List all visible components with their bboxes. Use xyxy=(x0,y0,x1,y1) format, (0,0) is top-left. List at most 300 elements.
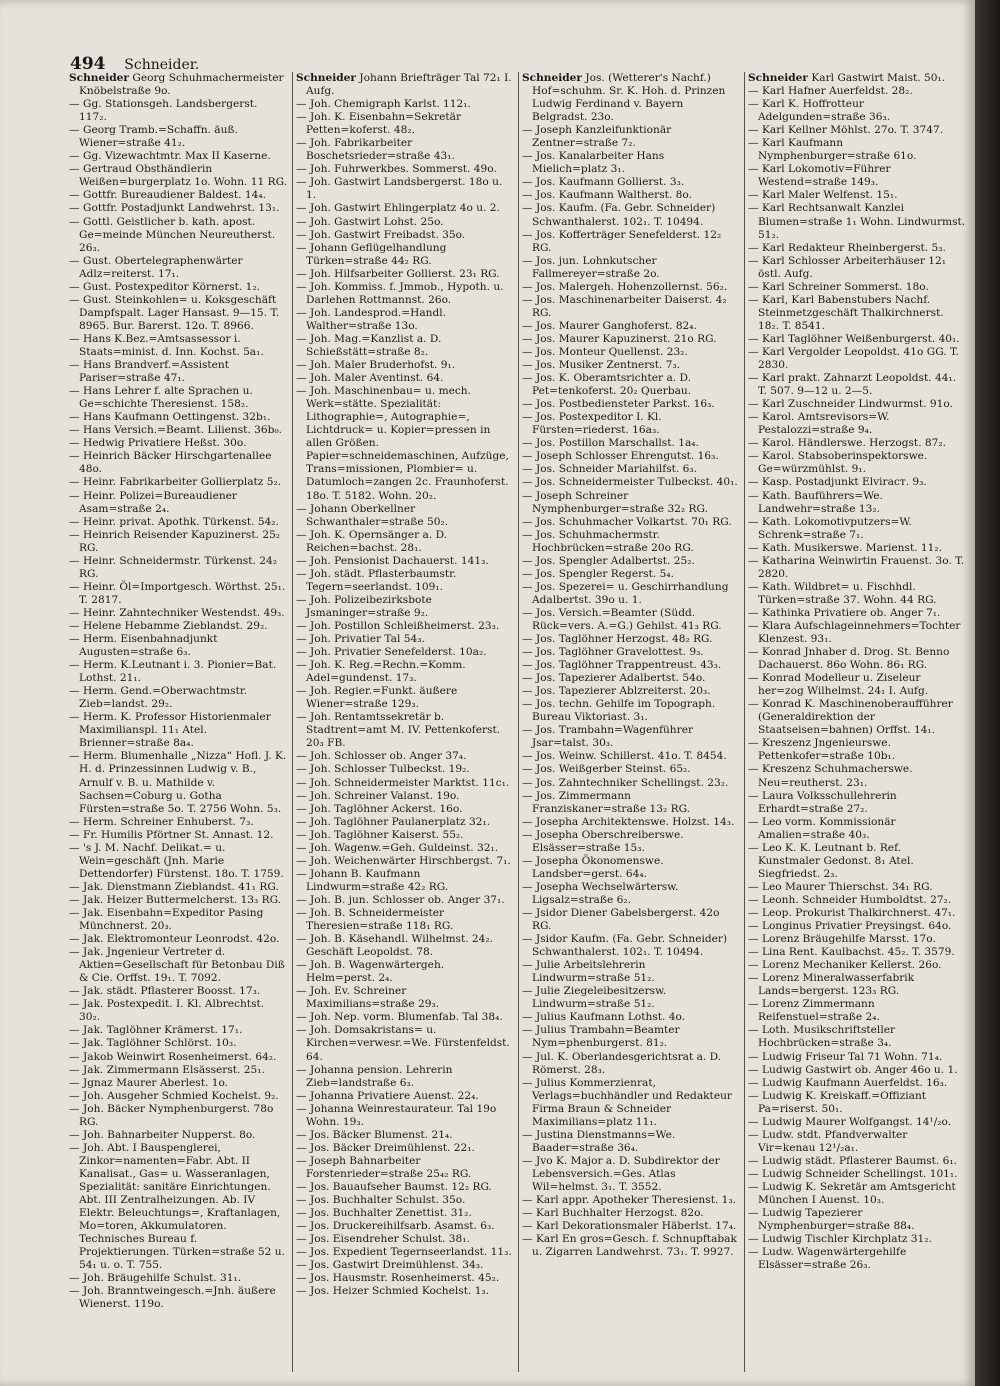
dash-marker: — xyxy=(69,815,80,828)
entry-text: Karl K. Hoffrotteur Adelgunden=straße 36₃. xyxy=(758,98,891,124)
dash-marker: — xyxy=(522,959,533,972)
entry-text: Jos. Hausmstr. Rosenheimerst. 45₂. xyxy=(310,1272,500,1285)
directory-entry xyxy=(69,98,288,124)
directory-entry xyxy=(522,359,740,372)
directory-entry xyxy=(69,1077,288,1090)
entry-text: Hans Lehrer f. alte Sprachen u. Ge=schichte Theresienst. 158₂. xyxy=(79,385,253,411)
directory-entry xyxy=(748,1116,966,1129)
entry-text: Ludwig K. Kreiskaff.=Offiziant Pa=riserst. 50₁. xyxy=(758,1089,927,1115)
entry-text: Heinrich Bäcker Hirschgartenallee 48o. xyxy=(79,450,272,476)
directory-entry xyxy=(748,698,966,737)
directory-column-3 xyxy=(518,72,744,1372)
entry-text: Jos. techn. Gehilfe im Topograph. Bureau Viktoriast. 3₁. xyxy=(532,698,716,724)
directory-entry xyxy=(296,229,514,242)
dash-marker: — xyxy=(522,985,533,998)
directory-entry xyxy=(69,946,288,985)
entry-text: Jos. Zahntechniker Schellingst. 23₂. xyxy=(536,776,729,789)
dash-marker: — xyxy=(296,815,307,828)
dash-marker: — xyxy=(522,280,533,293)
directory-entry xyxy=(522,320,740,333)
entry-text: Joh. Bäcker Nymphenburgerst. 78o RG. xyxy=(79,1102,274,1128)
dash-marker: — xyxy=(69,1141,80,1154)
entry-text: Jak. Zimmermann Elsässerst. 25₁. xyxy=(83,1063,265,1076)
dash-marker: — xyxy=(748,293,759,306)
directory-entry xyxy=(296,907,514,933)
directory-entry xyxy=(748,763,966,789)
dash-marker: — xyxy=(69,293,80,306)
dash-marker: — xyxy=(522,176,533,189)
directory-entry xyxy=(296,855,514,868)
directory-entry xyxy=(69,607,288,620)
directory-entry xyxy=(522,255,740,281)
directory-entry xyxy=(296,790,514,803)
dash-marker: — xyxy=(522,776,533,789)
directory-entry xyxy=(69,516,288,529)
directory-entry xyxy=(748,1090,966,1116)
entry-text: Jos. Tapezierer Adalbertst. 54o. xyxy=(536,672,706,685)
directory-entry xyxy=(748,581,966,607)
directory-entry xyxy=(748,255,966,281)
dash-marker: — xyxy=(69,1076,80,1089)
dash-marker: — xyxy=(69,424,80,437)
dash-marker: — xyxy=(748,815,759,828)
directory-entry xyxy=(69,842,288,881)
directory-entry xyxy=(69,620,288,633)
dash-marker: — xyxy=(748,972,759,985)
dash-marker: — xyxy=(296,1259,307,1272)
directory-entry xyxy=(69,150,288,163)
entry-text: Jos. Taglöhner Trappentreust. 43₃. xyxy=(536,659,722,672)
dash-marker: — xyxy=(748,1167,759,1180)
entry-text: Lorenz Mineralwasserfabrik Lands=bergerst. 123₃ RG. xyxy=(758,972,915,998)
dash-marker: — xyxy=(296,554,307,567)
dash-marker: — xyxy=(748,698,759,711)
dash-marker: — xyxy=(69,385,80,398)
entry-text: Heinr. Polizei=Bureaudiener Asam=straße 2₄. xyxy=(79,489,237,515)
directory-entry xyxy=(296,242,514,268)
dash-marker: — xyxy=(748,893,759,906)
entry-text: Jos. Maurer Kapuzinerst. 21o RG. xyxy=(536,332,717,345)
entry-text: Josepha Architektenswe. Holzst. 14₃. xyxy=(536,815,735,828)
entry-text: Gertraud Obsthändlerin Weißen=burgerplatz 1o. Wohn. 11 RG. xyxy=(79,163,288,189)
dash-marker: — xyxy=(522,254,533,267)
dash-marker: — xyxy=(296,1180,307,1193)
directory-entry xyxy=(69,933,288,946)
dash-marker: — xyxy=(522,293,533,306)
dash-marker: — xyxy=(69,489,80,502)
dash-marker: — xyxy=(69,841,80,854)
dash-marker: — xyxy=(522,907,533,919)
dash-marker: — xyxy=(296,893,307,906)
directory-entry xyxy=(69,1064,288,1077)
dash-marker: — xyxy=(522,489,533,502)
directory-entry xyxy=(296,685,514,711)
directory-entry xyxy=(748,281,966,294)
entry-text: Jak. Dienstmann Zieblandst. 41₁ RG. xyxy=(83,880,279,893)
directory-entry xyxy=(296,111,514,137)
dash-marker: — xyxy=(522,124,533,137)
dash-marker: — xyxy=(69,437,80,450)
entry-text: Ludwig Schneider Schellingst. 101₁. xyxy=(762,1167,958,1180)
entry-text: Kreszenz Schuhmacherswe. Neu=reutherst. 23₁. xyxy=(758,763,913,789)
directory-entry xyxy=(296,985,514,1011)
dash-marker: — xyxy=(748,515,759,528)
entry-text: Gust. Postexpeditor Körnerst. 1₂. xyxy=(83,280,261,293)
entry-text: Kath. Bauführers=We. Landwehr=straße 13₂. xyxy=(758,489,883,515)
directory-entry xyxy=(522,189,740,202)
directory-column-2 xyxy=(292,72,518,1372)
dash-marker: — xyxy=(296,111,307,124)
directory-entry xyxy=(296,711,514,750)
dash-marker: — xyxy=(296,1141,307,1154)
dash-marker: — xyxy=(522,1233,533,1246)
entry-text: Jos. Trambahn=Wagenführer Jsar=talst. 30₃. xyxy=(532,724,694,750)
dash-marker: — xyxy=(69,98,80,111)
entry-text: Joh. Maler Aventinst. 64. xyxy=(310,372,444,385)
entry-text: Jak. Taglöhner Schlörst. 10₃. xyxy=(83,1037,237,1050)
directory-entry xyxy=(296,750,514,763)
entry-text: Joh. Polizeibezirksbote Jsmaninger=straße 9₂. xyxy=(306,593,432,619)
directory-entry xyxy=(522,529,740,555)
dash-marker: — xyxy=(748,959,759,972)
directory-entry xyxy=(522,672,740,685)
dash-marker: — xyxy=(296,659,307,672)
dash-marker: — xyxy=(522,685,533,698)
directory-entry xyxy=(296,372,514,385)
directory-entry xyxy=(522,568,740,581)
entry-text: Joh. Kommiss. f. Jmmob., Hypoth. u. Darlehen Rottmannst. 26o. xyxy=(306,280,504,306)
dash-marker: — xyxy=(522,1076,533,1089)
entry-text: Johann B. Kaufmann Lindwurm=straße 42₂ RG. xyxy=(306,867,449,893)
dash-marker: — xyxy=(69,202,80,215)
entry-text: Laura Volksschullehrerin Erhardt=straße 27₂. xyxy=(758,789,897,815)
entry-text: Joh. Gastwirt Ehlingerplatz 4o u. 2. xyxy=(310,202,500,215)
dash-marker: — xyxy=(69,359,80,372)
directory-entry xyxy=(522,398,740,411)
directory-entry xyxy=(522,281,740,294)
entry-text: Joh. Ausgeher Schmied Kochelst. 9₂. xyxy=(83,1089,279,1102)
dash-marker: — xyxy=(748,1076,759,1089)
dash-marker: — xyxy=(69,280,80,293)
dash-marker: — xyxy=(69,515,80,528)
entry-text: Klara Aufschlageinnehmers=Tochter Klenzest. 93₁. xyxy=(758,619,961,646)
directory-entry xyxy=(748,1077,966,1090)
dash-marker: — xyxy=(522,933,533,946)
entry-text: Jos. Malergeh. Hohenzollernst. 56₂. xyxy=(536,280,728,293)
directory-entry xyxy=(296,1011,514,1024)
entry-text: Leo Maurer Thierschst. 34₁ RG. xyxy=(762,880,933,893)
dash-marker: — xyxy=(69,1285,80,1298)
dash-marker: — xyxy=(69,1063,80,1076)
entry-text: Joh. Maler Bruderhofst. 9₁. xyxy=(310,359,456,372)
dash-marker: — xyxy=(296,1233,307,1246)
directory-entry xyxy=(748,933,966,946)
entry-text: Joh. Gastwirt Lohst. 25o. xyxy=(310,215,444,228)
dash-marker: — xyxy=(296,202,307,215)
entry-text: Jos. Schuhmachermstr. Hochbrücken=straße 20o RG. xyxy=(532,528,694,554)
dash-marker: — xyxy=(296,763,307,776)
entry-text: Karol. Stabsoberinspektorswe. Ge=würzmühlst. 9₁. xyxy=(758,450,928,476)
directory-entry xyxy=(296,659,514,685)
dash-marker: — xyxy=(296,959,307,972)
column-lead-entry xyxy=(296,72,514,98)
entry-text: Gust. Steinkohlen= u. Koksgeschäft Dampfspalt. Lager Hansast. 9—15. T. 8965. Bur. Barerst. 12o. T. 8966. xyxy=(79,293,280,332)
directory-entry xyxy=(296,620,514,633)
entry-text: Jak. Taglöhner Krämerst. 17₁. xyxy=(83,1024,243,1037)
directory-entry xyxy=(69,1037,288,1050)
entry-text: Ludwig Kaufmann Auerfeldst. 16₃. xyxy=(762,1076,948,1089)
entry-text: Leop. Prokurist Thalkirchnerst. 47₁. xyxy=(762,907,956,919)
dash-marker: — xyxy=(748,476,759,489)
directory-entry xyxy=(69,1272,288,1285)
directory-entry xyxy=(296,137,514,163)
entry-text: Josepha Wechselwärtersw. Ligsalz=straße 6₂. xyxy=(532,880,679,906)
dash-marker: — xyxy=(748,920,759,933)
directory-entry xyxy=(748,163,966,189)
dash-marker: — xyxy=(296,841,307,854)
entry-text: Jos. K. Oberamtsrichter a. D. Pet=tenkoferst. 20₂ Querbau. xyxy=(532,372,692,398)
directory-entry xyxy=(522,777,740,790)
dash-marker: — xyxy=(296,385,307,398)
entry-text: Jos. Postbediensteter Parkst. 16₃. xyxy=(536,398,715,411)
dash-marker: — xyxy=(296,1220,307,1233)
directory-entry xyxy=(296,1207,514,1220)
dash-marker: — xyxy=(296,1272,307,1285)
directory-entry xyxy=(69,685,288,711)
directory-entry xyxy=(522,463,740,476)
dash-marker: — xyxy=(748,1246,759,1259)
entry-text: Gg. Stationsgeh. Landsbergerst. 117₂. xyxy=(79,98,258,124)
entry-text: Hedwig Privatiere Heßst. 30o. xyxy=(83,437,247,450)
dash-marker: — xyxy=(296,776,307,789)
entry-text: Joh. Taglöhner Ackerst. 16o. xyxy=(310,802,463,815)
entry-text: Joh. Nep. vorm. Blumenfab. Tal 38₄. xyxy=(310,1011,503,1024)
directory-entry xyxy=(296,1259,514,1272)
entry-text: Herm. Eisenbahnadjunkt Augusten=straße 6₃. xyxy=(79,633,218,659)
dash-marker: — xyxy=(748,554,759,567)
dash-marker: — xyxy=(69,150,80,163)
entry-text: Georg Tramb.=Schaffn. äuß. Wiener=straße 41₂. xyxy=(79,124,238,150)
directory-entry xyxy=(748,607,966,620)
dash-marker: — xyxy=(748,606,759,619)
entry-text: Josepha Ökonomenswe. Landsber=gerst. 64₄. xyxy=(532,854,664,880)
directory-entry xyxy=(522,437,740,450)
directory-entry xyxy=(296,503,514,529)
book-edge xyxy=(975,0,1000,1386)
entry-text: Jos. Musiker Zentnerst. 7₃. xyxy=(536,359,681,372)
dash-marker: — xyxy=(522,1011,533,1024)
entry-text: Jos. Schneider Mariahilfst. 6₃. xyxy=(536,463,698,476)
dash-marker: — xyxy=(296,137,307,150)
entry-text: Kreszenz Jngenieurswe. Pettenkofer=straße 10b₁. xyxy=(758,737,896,763)
dash-marker: — xyxy=(296,228,307,241)
directory-entry xyxy=(69,1285,288,1311)
directory-entry xyxy=(69,816,288,829)
entry-text: Jos. Gastwirt Dreimühlenst. 34₃. xyxy=(310,1259,484,1272)
entry-text: Karl Lokomotiv=Führer Westend=straße 149₃. xyxy=(758,163,891,189)
surname-heading: Schneider xyxy=(69,72,129,84)
entry-text: Ludwig Tischler Kirchplatz 31₂. xyxy=(762,1233,932,1246)
directory-entry xyxy=(748,894,966,907)
entry-text: Konrad Jnhaber d. Drog. St. Benno Dachauerst. 86o Wohn. 86₁ RG. xyxy=(758,646,950,672)
dash-marker: — xyxy=(296,372,307,385)
entry-text: Jsidor Kaufm. (Fa. Gebr. Schneider) Schwanthalerst. 102₁. T. 10494. xyxy=(532,933,728,959)
entry-text: Johanna Privatiere Auenst. 22₄. xyxy=(310,1089,479,1102)
entry-text: Jos. Postillon Marschallst. 1a₄. xyxy=(536,437,699,450)
dash-marker: — xyxy=(522,815,533,828)
directory-entry xyxy=(748,737,966,763)
directory-entry xyxy=(748,242,966,255)
entry-text: Julie Ziegeleibesitzersw. Lindwurm=straße 51₂. xyxy=(532,985,667,1011)
surname-heading: Schneider xyxy=(748,72,808,84)
entry-text: Joh. Schlosser ob. Anger 37₄. xyxy=(310,750,467,763)
page-number: 494 xyxy=(70,54,106,74)
directory-entry xyxy=(748,1024,966,1050)
entry-text: Karl En gros=Gesch. f. Schnupftabak u. Zigarren Landwehrst. 73₁. T. 9927. xyxy=(532,1233,737,1259)
directory-entry xyxy=(69,1051,288,1064)
directory-entry xyxy=(69,907,288,933)
entry-text: Jos. Eisendreher Schulst. 38₁. xyxy=(310,1233,470,1246)
directory-entry xyxy=(296,1194,514,1207)
entry-text: Josepha Oberschreiberswe. Elsässer=straße 15₃. xyxy=(532,828,684,854)
entry-text: Loth. Musikschriftsteller Hochbrücken=straße 3₄. xyxy=(758,1024,896,1050)
dash-marker: — xyxy=(296,867,307,880)
dash-marker: — xyxy=(69,332,80,345)
directory-entry xyxy=(522,881,740,907)
dash-marker: — xyxy=(69,893,80,906)
entry-text: Gg. Vizewachtmtr. Max II Kaserne. xyxy=(83,150,271,163)
entry-text: Jak. Heizer Buttermelcherst. 13₃ RG. xyxy=(83,893,282,906)
entry-text: Jos. Spezerei= u. Geschirrhandlung Adalbertst. 39o u. 1. xyxy=(532,580,729,606)
dash-marker: — xyxy=(748,763,759,776)
entry-text: Fr. Humilis Pförtner St. Annast. 12. xyxy=(83,828,274,841)
dash-marker: — xyxy=(748,880,759,893)
entry-text: Joh. Ev. Schreiner Maximilians=straße 29₃. xyxy=(306,985,440,1011)
dash-marker: — xyxy=(522,789,533,802)
dash-marker: — xyxy=(748,672,759,685)
entry-text: Heinrich Reisender Kapuzinerst. 25₂ RG. xyxy=(79,528,281,554)
dash-marker: — xyxy=(296,241,307,254)
entry-text: Jos. Spengler Adalbertst. 25₂. xyxy=(536,554,695,567)
entry-text: Ludwig Tapezierer Nymphenburger=straße 88₄. xyxy=(758,1207,915,1233)
directory-entry xyxy=(748,1064,966,1077)
directory-entry xyxy=(522,1220,740,1233)
dash-marker: — xyxy=(748,1207,759,1220)
directory-entry xyxy=(69,555,288,581)
dash-marker: — xyxy=(296,685,307,698)
dash-marker: — xyxy=(69,450,80,463)
directory-entry xyxy=(748,476,966,489)
directory-entry xyxy=(748,972,966,998)
entry-text: Jos. Weißgerber Steinst. 65₂. xyxy=(536,763,691,776)
directory-entry xyxy=(522,816,740,829)
dash-marker: — xyxy=(522,724,533,737)
dash-marker: — xyxy=(296,359,307,372)
surname-heading: Schneider xyxy=(522,72,582,84)
dash-marker: — xyxy=(69,580,80,593)
dash-marker: — xyxy=(296,802,307,815)
entry-text: Helene Hebamme Zieblandst. 29₂. xyxy=(83,619,268,632)
entry-text: Johann Oberkellner Schwanthaler=straße 50₂. xyxy=(306,502,449,528)
entry-text: Karl Kaufmann Nymphenburger=straße 61o. xyxy=(758,137,917,163)
dash-marker: — xyxy=(748,541,759,554)
dash-marker: — xyxy=(748,372,759,385)
dash-marker: — xyxy=(69,554,80,567)
directory-entry xyxy=(296,763,514,776)
directory-entry xyxy=(748,646,966,672)
dash-marker: — xyxy=(522,567,533,580)
entry-text: Jos. Buchhalter Schulst. 35o. xyxy=(310,1194,466,1207)
entry-text: Jos. Bäcker Dreimühlenst. 22₁. xyxy=(310,1141,475,1154)
directory-entry xyxy=(522,607,740,633)
dash-marker: — xyxy=(522,437,533,450)
dash-marker: — xyxy=(522,1220,533,1233)
dash-marker: — xyxy=(522,332,533,345)
dash-marker: — xyxy=(296,1063,307,1076)
directory-entry xyxy=(296,216,514,229)
entry-text: Julius Kommerzienrat, Verlags=buchhändler und Redakteur Firma Braun & Schneider Maximilians=platz 11₁. xyxy=(532,1076,732,1128)
directory-entry xyxy=(748,1207,966,1233)
entry-text: Lorenz Zimmermann Reifenstuel=straße 2₄. xyxy=(758,998,880,1024)
dash-marker: — xyxy=(296,280,307,293)
dash-marker: — xyxy=(296,163,307,176)
directory-entry xyxy=(748,1155,966,1168)
directory-entry xyxy=(748,124,966,137)
dash-marker: — xyxy=(522,1207,533,1220)
entry-text: Jos. jun. Lohnkutscher Fallmereyer=straße 2o. xyxy=(532,254,660,280)
dash-marker: — xyxy=(69,946,80,959)
dash-marker: — xyxy=(522,202,533,215)
entry-text: Jos. Taglöhner Gravelottest. 9₃. xyxy=(536,646,704,659)
dash-marker: — xyxy=(69,476,80,489)
entry-text: Joh. Gastwirt Landsbergerst. 18o u. 1. xyxy=(306,176,503,202)
directory-entry xyxy=(296,281,514,307)
dash-marker: — xyxy=(69,619,80,632)
dash-marker: — xyxy=(748,998,759,1011)
directory-entry xyxy=(69,490,288,516)
entry-text: Karol. Händlerswe. Herzogst. 87₂. xyxy=(762,437,947,450)
dash-marker: — xyxy=(522,150,533,163)
dash-marker: — xyxy=(69,1102,80,1115)
entry-text: Joh. Wagenw.=Geh. Guldeinst. 32₁. xyxy=(310,841,499,854)
dash-marker: — xyxy=(748,1050,759,1063)
directory-entry xyxy=(296,333,514,359)
entry-text: Jos. Kaufm. (Fa. Gebr. Schneider) Schwanthalerst. 102₁. T. 10494. xyxy=(532,202,716,228)
entry-text: Jos. Schneidermeister Tulbeckst. 40₁. xyxy=(536,476,738,489)
entry-text: Julius Trambahn=Beamter Nym=phenburgerst. 81₂. xyxy=(532,1024,680,1050)
dash-marker: — xyxy=(748,1024,759,1037)
directory-entry xyxy=(748,398,966,411)
directory-entry xyxy=(748,542,966,555)
entry-text: Kath. Wildbret= u. Fischhdl. Türken=straße 37. Wohn. 44 RG. xyxy=(758,580,937,606)
dash-marker: — xyxy=(748,619,759,632)
entry-text: Joh. Landesprod.=Handl. Walther=straße 13o. xyxy=(306,306,447,332)
entry-text: Leo vorm. Kommissionär Amalien=straße 40₃. xyxy=(758,815,896,841)
entry-text: Jos. Taglöhner Herzogst. 48₂ RG. xyxy=(536,633,713,646)
dash-marker: — xyxy=(522,359,533,372)
directory-entry xyxy=(69,424,288,437)
directory-entry xyxy=(522,516,740,529)
entry-text: Joh. Schlosser Tulbeckst. 19₂. xyxy=(310,763,470,776)
entry-text: Joh. Pensionist Dachauerst. 141₃. xyxy=(310,554,489,567)
directory-entry xyxy=(522,124,740,150)
entry-text: Heinr. Zahntechniker Westendst. 49₃. xyxy=(83,606,285,619)
directory-entry xyxy=(748,294,966,333)
directory-entry xyxy=(296,816,514,829)
directory-entry xyxy=(296,1285,514,1298)
entry-text: Jos. Weinw. Schillerst. 41o. T. 8454. xyxy=(536,750,727,763)
dash-marker: — xyxy=(522,763,533,776)
